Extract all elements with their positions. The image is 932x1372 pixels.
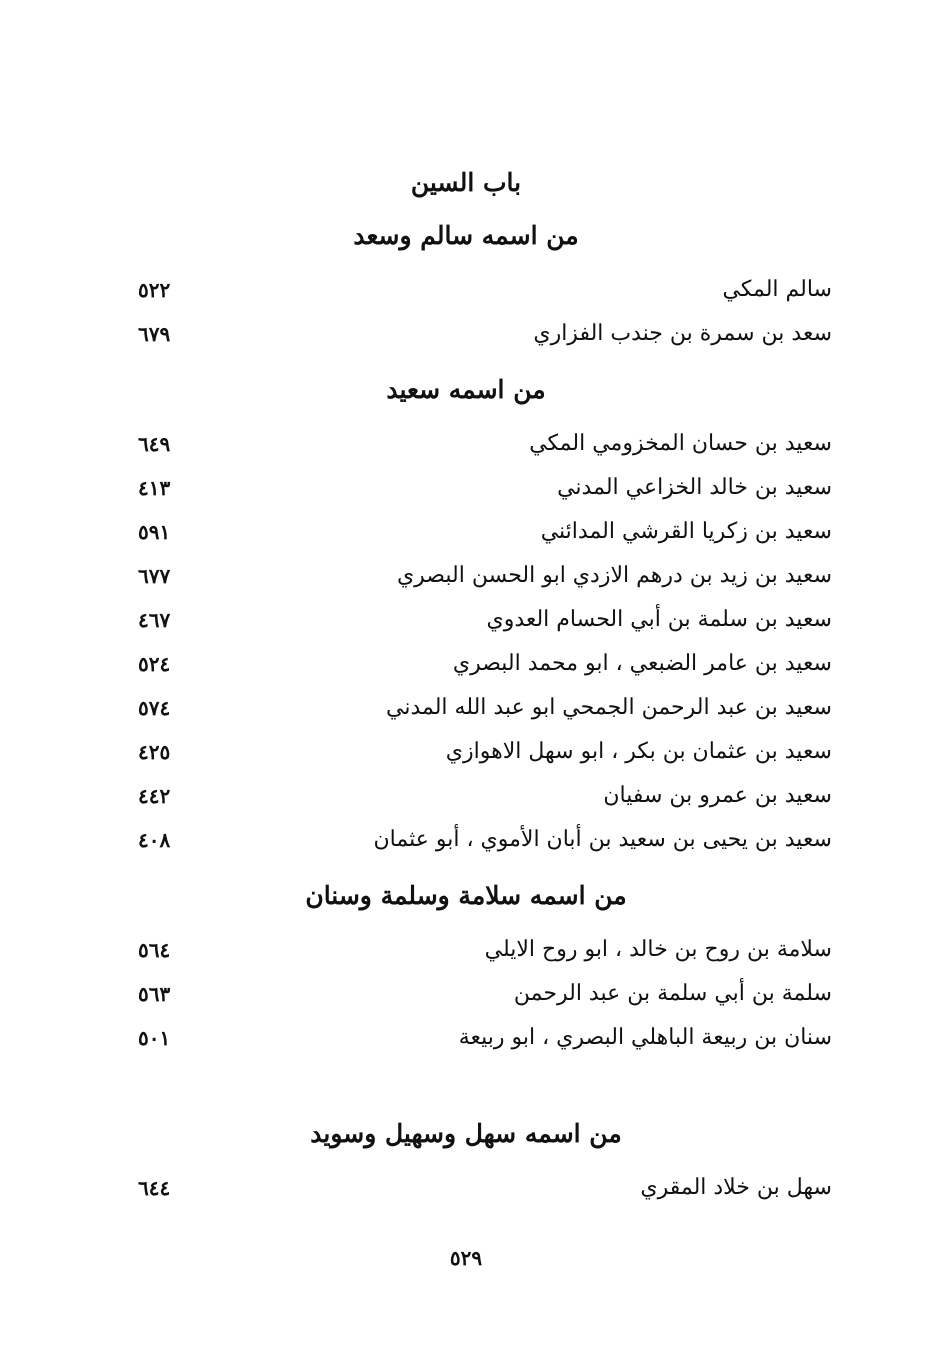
entry-page-number: ٦٤٩ xyxy=(138,432,171,456)
entry-page-number: ٦٧٩ xyxy=(138,322,171,346)
entry-page-number: ٤٤٢ xyxy=(138,784,171,808)
entry-name: سعيد بن سلمة بن أبي الحسام العدوي xyxy=(486,607,832,632)
index-entry xyxy=(0,268,932,312)
entry-list xyxy=(0,928,932,1060)
section-said xyxy=(0,368,932,862)
entry-page-number: ٥٦٣ xyxy=(138,982,171,1006)
entry-name: سعيد بن عبد الرحمن الجمحي ابو عبد الله المدني xyxy=(385,695,832,720)
entry-name: سعيد بن زيد بن درهم الازدي ابو الحسن البصري xyxy=(396,563,832,588)
section-title: من اسمه سالم وسعد xyxy=(353,221,579,250)
section-title: من اسمه سلامة وسلمة وسنان xyxy=(305,881,627,910)
index-entry xyxy=(0,312,932,356)
entry-name: سعد بن سمرة بن جندب الفزاري xyxy=(533,321,832,346)
entry-name: سهل بن خلاد المقري xyxy=(640,1175,832,1200)
index-entry xyxy=(0,686,932,730)
entry-name: سعيد بن خالد الخزاعي المدني xyxy=(557,475,832,500)
index-entry xyxy=(0,774,932,818)
entry-list xyxy=(0,1166,932,1210)
index-entry xyxy=(0,818,932,862)
entry-page-number: ٦٧٧ xyxy=(138,564,171,588)
entry-name: سالم المكي xyxy=(722,277,832,302)
entry-page-number: ٤١٣ xyxy=(138,476,171,500)
index-entry xyxy=(0,642,932,686)
entry-page-number: ٥٧٤ xyxy=(138,696,171,720)
chapter-title: باب السين xyxy=(410,168,522,197)
index-entry xyxy=(0,510,932,554)
index-entry xyxy=(0,466,932,510)
entry-name: سعيد بن عثمان بن بكر ، ابو سهل الاهوازي xyxy=(445,739,832,764)
section-salim-saad xyxy=(0,214,932,356)
entry-page-number: ٤٠٨ xyxy=(138,828,171,852)
entry-page-number: ٥٩١ xyxy=(138,520,171,544)
entry-name: سعيد بن حسان المخزومي المكي xyxy=(529,431,832,456)
index-entry xyxy=(0,730,932,774)
entry-page-number: ٤٦٧ xyxy=(138,608,171,632)
index-entry xyxy=(0,422,932,466)
section-salama-salama-sinan xyxy=(0,874,932,1060)
entry-list xyxy=(0,422,932,862)
entry-page-number: ٥٢٤ xyxy=(138,652,171,676)
entry-page-number: ٥٦٤ xyxy=(138,938,171,962)
entry-page-number: ٦٤٤ xyxy=(138,1176,171,1200)
entry-name: سعيد بن يحيى بن سعيد بن أبان الأموي ، أبو عثمان xyxy=(373,827,832,852)
entry-name: سلمة بن أبي سلمة بن عبد الرحمن xyxy=(513,981,832,1006)
index-entry xyxy=(0,928,932,972)
page-number: ٥٢٩ xyxy=(449,1246,483,1270)
index-entry xyxy=(0,554,932,598)
entry-name: سعيد بن زكريا القرشي المدائني xyxy=(540,519,832,544)
index-entry xyxy=(0,1016,932,1060)
entry-list xyxy=(0,268,932,356)
entry-name: سعيد بن عمرو بن سفيان xyxy=(603,783,832,808)
entry-name: سلامة بن روح بن خالد ، ابو روح الايلي xyxy=(484,937,832,962)
entry-name: سعيد بن عامر الضبعي ، ابو محمد البصري xyxy=(452,651,832,676)
entry-page-number: ٤٢٥ xyxy=(138,740,171,764)
index-entry xyxy=(0,972,932,1016)
index-entry xyxy=(0,598,932,642)
section-title: من اسمه سعيد xyxy=(386,375,546,404)
entry-page-number: ٥٠١ xyxy=(138,1026,171,1050)
section-sahl-suhail-suwaid xyxy=(0,1112,932,1210)
index-entry xyxy=(0,1166,932,1210)
section-title: من اسمه سهل وسهيل وسويد xyxy=(310,1119,622,1148)
entry-page-number: ٥٢٢ xyxy=(138,278,171,302)
entry-name: سنان بن ربيعة الباهلي البصري ، ابو ربيعة xyxy=(458,1025,832,1050)
